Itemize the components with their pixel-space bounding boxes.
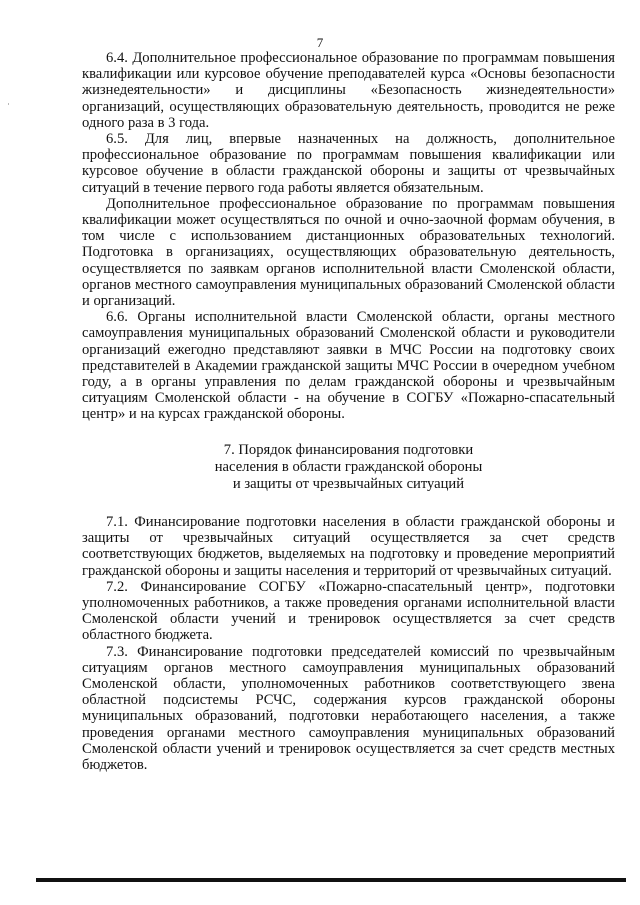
document-body <box>82 50 615 773</box>
section-7-heading <box>82 442 615 494</box>
paragraph-6-4: 6.4. Дополнительное профессиональное образование по программам повышения квалификации или курсовое обучение преподавателей курса «Основы безопасности жизнедеятельности» и дисциплины «Безопасность жизнедеятельности» организаций, осуществляющих образовательную деятельность, проводится не реже одного раза в 3 года. <box>82 50 615 131</box>
paragraph-7-2: 7.2. Финансирование СОГБУ «Пожарно-спасательный центр», подготовки уполномоченных работников, а также проведения органами исполнительной власти Смоленской области учений и тренировок осуществляется за счет средств областного бюджета. <box>82 578 615 644</box>
margin-mark <box>8 103 9 105</box>
paragraph-7-3: 7.3. Финансирование подготовки председателей комиссий по чрезвычайным ситуациям органов местного самоуправления муниципальных образований Смоленской области, уполномоченных работников соответствующего звена областной подсистемы РСЧС, содержания курсов гражданской обороны муниципальных образований, подготовки неработающего населения, а также проведения органами местного самоуправления муниципальных образований Смоленской области учений и тренировок осуществляется за счет средств местных бюджетов. <box>82 643 615 773</box>
paragraph-7-1: 7.1. Финансирование подготовки населения в области гражданской обороны и защиты от чрезвычайных ситуаций осуществляется за счет средств соответствующих бюджетов, выделяемых на подготовку и проведение мероприятий гражданской обороны и защиты населения и территорий от чрезвычайных ситуаций. <box>82 513 615 579</box>
paragraph-6-6: 6.6. Органы исполнительной власти Смоленской области, органы местного самоуправления муниципальных образований Смоленской области и руководители организаций ежегодно представляют заявки в МЧС России на подготовку своих представителей в Академии гражданской защиты МЧС России в очередном учебном году, а в органы управления по делам гражданской обороны и чрезвычайным ситуациям Смоленской области - на обучение в СОГБУ «Пожарно-спасательный центр» и на курсах гражданской обороны. <box>82 309 615 423</box>
paragraph-additional-education: Дополнительное профессиональное образование по программам повышения квалификации может осуществляться по очной и очно-заочной формам обучения, в том числе с использованием дистанционных образовательных технологий. Подготовка в организациях, осуществляющих образовательную деятельность, осуществляется по заявкам органов исполнительной власти Смоленской области, органов местного самоуправления муниципальных образований Смоленской области и организаций. <box>82 195 615 310</box>
page-number: 7 <box>316 35 324 50</box>
section-heading-line-2: населения в области гражданской обороны <box>214 459 483 476</box>
paragraph-6-5: 6.5. Для лиц, впервые назначенных на должность, дополнительное профессиональное образование по программам повышения квалификации или курсовое обучение в области гражданской обороны и защиты от чрезвычайных ситуаций в течение первого года работы является обязательным. <box>82 131 615 196</box>
section-heading-line-1: 7. Порядок финансирования подготовки <box>223 441 474 458</box>
bottom-border-line <box>36 878 626 882</box>
section-heading-line-3: и защиты от чрезвычайных ситуаций <box>232 476 465 493</box>
